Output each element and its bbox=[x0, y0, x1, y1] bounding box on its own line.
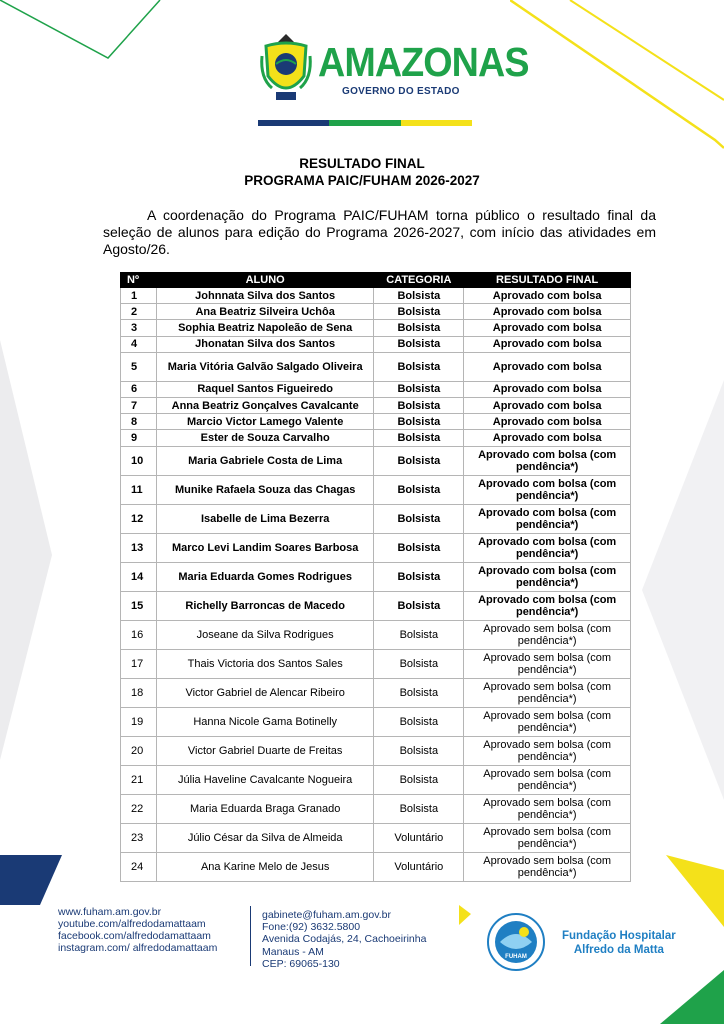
cell-num: 7 bbox=[121, 397, 157, 413]
cell-categoria: Bolsista bbox=[374, 504, 464, 533]
cell-resultado: Aprovado sem bolsa (com pendência*) bbox=[464, 620, 631, 649]
cell-num: 21 bbox=[121, 765, 157, 794]
cell-categoria: Bolsista bbox=[374, 397, 464, 413]
table-row bbox=[121, 446, 631, 475]
footer-org-name bbox=[562, 929, 676, 957]
footer-links bbox=[58, 906, 217, 954]
cell-aluno: Júlio César da Silva de Almeida bbox=[156, 823, 373, 852]
cell-categoria: Bolsista bbox=[374, 414, 464, 430]
cell-categoria: Bolsista bbox=[374, 320, 464, 336]
cell-resultado: Aprovado sem bolsa (com pendência*) bbox=[464, 852, 631, 881]
table-row bbox=[121, 504, 631, 533]
cell-categoria: Bolsista bbox=[374, 620, 464, 649]
cell-resultado: Aprovado com bolsa bbox=[464, 352, 631, 381]
bottom-left-navy-shape-decoration bbox=[0, 855, 70, 910]
cell-aluno: Maria Eduarda Gomes Rodrigues bbox=[156, 562, 373, 591]
cell-aluno: Thais Victoria dos Santos Sales bbox=[156, 649, 373, 678]
cell-categoria: Bolsista bbox=[374, 288, 464, 304]
cell-categoria: Voluntário bbox=[374, 852, 464, 881]
cell-categoria: Bolsista bbox=[374, 591, 464, 620]
cell-aluno: Hanna Nicole Gama Botinelly bbox=[156, 707, 373, 736]
cell-categoria: Bolsista bbox=[374, 304, 464, 320]
cell-resultado: Aprovado sem bolsa (com pendência*) bbox=[464, 823, 631, 852]
cell-num: 23 bbox=[121, 823, 157, 852]
cell-num: 6 bbox=[121, 381, 157, 397]
footer-cep: CEP: 69065-130 bbox=[262, 957, 340, 970]
footer-phone: Fone:(92) 3632.5800 bbox=[262, 921, 361, 934]
cell-num: 24 bbox=[121, 852, 157, 881]
cell-num: 5 bbox=[121, 352, 157, 381]
table-row bbox=[121, 591, 631, 620]
table-row bbox=[121, 649, 631, 678]
footer-link-facebook[interactable]: facebook.com/alfredodamattaam bbox=[58, 930, 211, 942]
cell-categoria: Bolsista bbox=[374, 533, 464, 562]
footer-divider bbox=[250, 906, 251, 966]
document-title: RESULTADO FINAL bbox=[299, 156, 425, 171]
cell-aluno: Sophia Beatriz Napoleão de Sena bbox=[156, 320, 373, 336]
cell-aluno: Marcio Victor Lamego Valente bbox=[156, 414, 373, 430]
right-gray-shape-decoration bbox=[632, 380, 724, 810]
brand-subtitle: GOVERNO DO ESTADO bbox=[342, 86, 460, 97]
cell-resultado: Aprovado com bolsa bbox=[464, 414, 631, 430]
cell-categoria: Bolsista bbox=[374, 446, 464, 475]
cell-aluno: Ana Beatriz Silveira Uchôa bbox=[156, 304, 373, 320]
brand-title: AMAZONAS bbox=[318, 39, 529, 85]
footer-yellow-triangle-decoration bbox=[459, 905, 473, 925]
cell-aluno: Júlia Haveline Cavalcante Nogueira bbox=[156, 765, 373, 794]
table-row bbox=[121, 533, 631, 562]
cell-num: 8 bbox=[121, 414, 157, 430]
cell-categoria: Voluntário bbox=[374, 823, 464, 852]
cell-num: 16 bbox=[121, 620, 157, 649]
cell-aluno: Richelly Barroncas de Macedo bbox=[156, 591, 373, 620]
cell-aluno: Ana Karine Melo de Jesus bbox=[156, 852, 373, 881]
cell-aluno: Marco Levi Landim Soares Barbosa bbox=[156, 533, 373, 562]
table-row bbox=[121, 288, 631, 304]
cell-categoria: Bolsista bbox=[374, 352, 464, 381]
fuham-logo-text: FUHAM bbox=[505, 954, 527, 960]
cell-categoria: Bolsista bbox=[374, 736, 464, 765]
cell-aluno: Munike Rafaela Souza das Chagas bbox=[156, 475, 373, 504]
footer-link-youtube[interactable]: youtube.com/alfredodamattaam bbox=[58, 918, 206, 930]
cell-num: 4 bbox=[121, 336, 157, 352]
cell-aluno: Isabelle de Lima Bezerra bbox=[156, 504, 373, 533]
document-subtitle: PROGRAMA PAIC/FUHAM 2026-2027 bbox=[244, 173, 480, 188]
table-row bbox=[121, 381, 631, 397]
cell-resultado: Aprovado com bolsa (com pendência*) bbox=[464, 475, 631, 504]
cell-aluno: Maria Vitória Galvão Salgado Oliveira bbox=[156, 352, 373, 381]
cell-num: 10 bbox=[121, 446, 157, 475]
cell-num: 20 bbox=[121, 736, 157, 765]
cell-categoria: Bolsista bbox=[374, 678, 464, 707]
cell-aluno: Ester de Souza Carvalho bbox=[156, 430, 373, 446]
cell-resultado: Aprovado com bolsa bbox=[464, 397, 631, 413]
header-aluno: ALUNO bbox=[156, 273, 373, 288]
footer-link-website[interactable]: www.fuham.am.gov.br bbox=[58, 906, 162, 918]
table-header-row bbox=[121, 273, 631, 288]
cell-num: 19 bbox=[121, 707, 157, 736]
header-categoria: CATEGORIA bbox=[374, 273, 464, 288]
table-row bbox=[121, 336, 631, 352]
cell-categoria: Bolsista bbox=[374, 430, 464, 446]
table-row bbox=[121, 414, 631, 430]
left-gray-shape-decoration bbox=[0, 340, 60, 770]
cell-aluno: Jhonatan Silva dos Santos bbox=[156, 336, 373, 352]
cell-resultado: Aprovado com bolsa (com pendência*) bbox=[464, 533, 631, 562]
cell-num: 13 bbox=[121, 533, 157, 562]
cell-resultado: Aprovado com bolsa bbox=[464, 304, 631, 320]
cell-resultado: Aprovado com bolsa bbox=[464, 320, 631, 336]
cell-resultado: Aprovado com bolsa (com pendência*) bbox=[464, 446, 631, 475]
fuham-logo-icon bbox=[484, 912, 548, 972]
cell-num: 18 bbox=[121, 678, 157, 707]
cell-resultado: Aprovado com bolsa bbox=[464, 288, 631, 304]
cell-aluno: Anna Beatriz Gonçalves Cavalcante bbox=[156, 397, 373, 413]
cell-resultado: Aprovado sem bolsa (com pendência*) bbox=[464, 649, 631, 678]
cell-resultado: Aprovado sem bolsa (com pendência*) bbox=[464, 765, 631, 794]
cell-num: 12 bbox=[121, 504, 157, 533]
table-row bbox=[121, 736, 631, 765]
cell-aluno: Johnnata Silva dos Santos bbox=[156, 288, 373, 304]
table-row bbox=[121, 397, 631, 413]
cell-num: 1 bbox=[121, 288, 157, 304]
cell-resultado: Aprovado com bolsa (com pendência*) bbox=[464, 504, 631, 533]
cell-categoria: Bolsista bbox=[374, 794, 464, 823]
cell-aluno: Victor Gabriel Duarte de Freitas bbox=[156, 736, 373, 765]
cell-categoria: Bolsista bbox=[374, 475, 464, 504]
cell-aluno: Victor Gabriel de Alencar Ribeiro bbox=[156, 678, 373, 707]
table-row bbox=[121, 475, 631, 504]
cell-num: 22 bbox=[121, 794, 157, 823]
cell-aluno: Raquel Santos Figueiredo bbox=[156, 381, 373, 397]
cell-num: 3 bbox=[121, 320, 157, 336]
cell-num: 14 bbox=[121, 562, 157, 591]
brand-color-bar bbox=[258, 120, 472, 126]
cell-categoria: Bolsista bbox=[374, 381, 464, 397]
cell-resultado: Aprovado com bolsa (com pendência*) bbox=[464, 562, 631, 591]
table-row bbox=[121, 707, 631, 736]
footer-email[interactable]: gabinete@fuham.am.gov.br bbox=[262, 909, 391, 921]
cell-categoria: Bolsista bbox=[374, 562, 464, 591]
results-table bbox=[120, 272, 631, 882]
cell-num: 11 bbox=[121, 475, 157, 504]
header-resultado: RESULTADO FINAL bbox=[464, 273, 631, 288]
table-row bbox=[121, 794, 631, 823]
cell-aluno: Maria Gabriele Costa de Lima bbox=[156, 446, 373, 475]
intro-paragraph: A coordenação do Programa PAIC/FUHAM torna público o resultado final da seleção de alunos para edição do Programa 2026-2027, com início das atividades em Agosto/26. bbox=[103, 207, 656, 257]
footer-link-instagram[interactable]: instagram.com/ alfredodamattaam bbox=[58, 942, 218, 954]
cell-resultado: Aprovado com bolsa bbox=[464, 381, 631, 397]
table-row bbox=[121, 430, 631, 446]
top-left-chevron-decoration bbox=[0, 0, 200, 70]
amazonas-logo bbox=[258, 30, 529, 130]
cell-resultado: Aprovado sem bolsa (com pendência*) bbox=[464, 707, 631, 736]
cell-aluno: Maria Eduarda Braga Granado bbox=[156, 794, 373, 823]
cell-resultado: Aprovado sem bolsa (com pendência*) bbox=[464, 736, 631, 765]
bottom-right-green-shape-decoration bbox=[640, 970, 724, 1024]
footer-org-line2: Alfredo da Matta bbox=[573, 944, 664, 956]
cell-resultado: Aprovado sem bolsa (com pendência*) bbox=[464, 794, 631, 823]
bottom-right-yellow-shape-decoration bbox=[656, 855, 724, 930]
coat-of-arms-icon bbox=[258, 30, 314, 106]
top-right-chevron-decoration bbox=[510, 0, 724, 160]
table-row bbox=[121, 620, 631, 649]
table-row bbox=[121, 765, 631, 794]
footer-org-line1: Fundação Hospitalar bbox=[562, 930, 676, 942]
footer-contact bbox=[262, 909, 426, 970]
cell-categoria: Bolsista bbox=[374, 765, 464, 794]
cell-num: 15 bbox=[121, 591, 157, 620]
table-row bbox=[121, 823, 631, 852]
cell-categoria: Bolsista bbox=[374, 707, 464, 736]
cell-num: 17 bbox=[121, 649, 157, 678]
footer-city: Manaus - AM bbox=[262, 945, 324, 958]
cell-categoria: Bolsista bbox=[374, 336, 464, 352]
cell-resultado: Aprovado com bolsa bbox=[464, 336, 631, 352]
cell-aluno: Joseane da Silva Rodrigues bbox=[156, 620, 373, 649]
table-row bbox=[121, 852, 631, 881]
table-row bbox=[121, 320, 631, 336]
table-row bbox=[121, 562, 631, 591]
cell-resultado: Aprovado sem bolsa (com pendência*) bbox=[464, 678, 631, 707]
cell-resultado: Aprovado com bolsa bbox=[464, 430, 631, 446]
cell-resultado: Aprovado com bolsa (com pendência*) bbox=[464, 591, 631, 620]
header-num: Nº bbox=[121, 273, 157, 288]
table-row bbox=[121, 678, 631, 707]
cell-categoria: Bolsista bbox=[374, 649, 464, 678]
cell-num: 9 bbox=[121, 430, 157, 446]
table-row bbox=[121, 304, 631, 320]
footer-address: Avenida Codajás, 24, Cachoeirinha bbox=[262, 933, 427, 946]
table-row bbox=[121, 352, 631, 381]
cell-num: 2 bbox=[121, 304, 157, 320]
